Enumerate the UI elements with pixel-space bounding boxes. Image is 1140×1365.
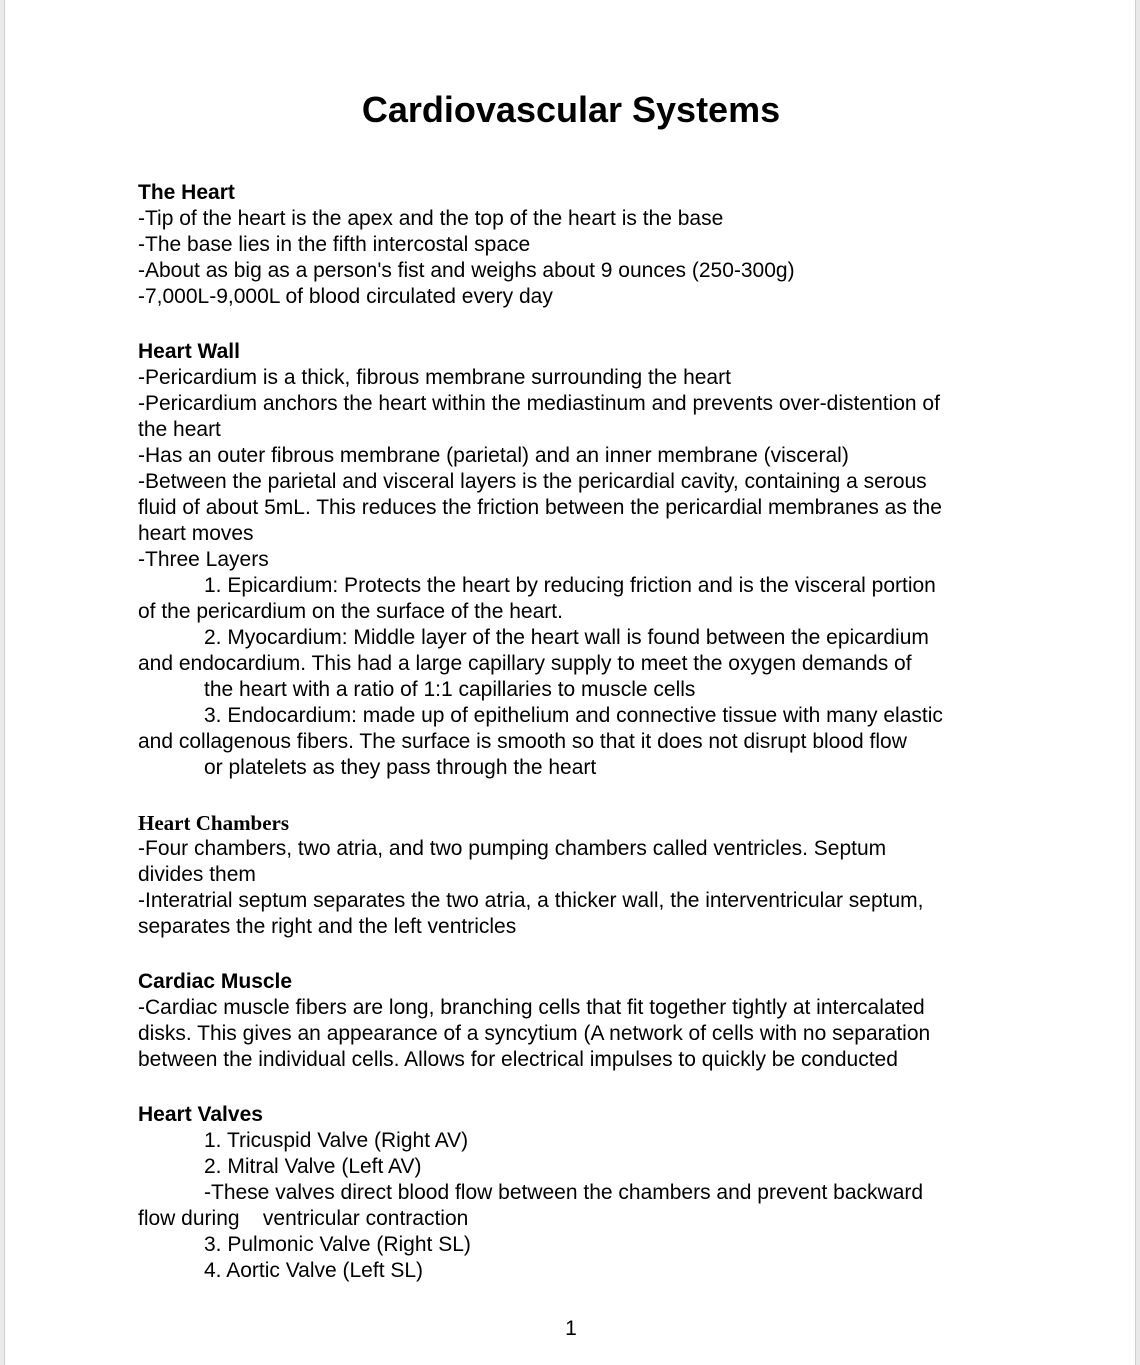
section-heading: Heart Chambers (138, 811, 290, 835)
text-line: and collagenous fibers. The surface is smooth so that it does not disrupt blood flow (138, 730, 907, 753)
section-the-heart (138, 180, 1018, 310)
text-line: -These valves direct blood flow between the chambers and prevent backward (204, 1181, 924, 1204)
text-line: flow during ventricular contraction (138, 1207, 469, 1230)
text-line: -Cardiac muscle fibers are long, branching cells that fit together tightly at intercalated (138, 996, 925, 1019)
text-line: -The base lies in the fifth intercostal space (138, 233, 531, 256)
section-heading: Heart Wall (138, 340, 240, 363)
list-item: 4. Aortic Valve (Left SL) (204, 1259, 424, 1282)
text-line: -Tip of the heart is the apex and the top of the heart is the base (138, 207, 724, 230)
section-heading: The Heart (138, 181, 235, 204)
list-item: 3. Endocardium: made up of epithelium and connective tissue with many elastic (204, 704, 943, 727)
text-line: of the pericardium on the surface of the heart. (138, 600, 563, 623)
section-heading: Heart Valves (138, 1103, 263, 1126)
text-line: divides them (138, 863, 256, 886)
list-item: 3. Pulmonic Valve (Right SL) (204, 1233, 471, 1256)
document-body (5, 0, 1135, 1365)
text-line: -Three Layers (138, 548, 269, 571)
text-line: between the individual cells. Allows for electrical impulses to quickly be conducted (138, 1048, 898, 1071)
text-line: -Four chambers, two atria, and two pumping chambers called ventricles. Septum (138, 837, 887, 860)
text-line: fluid of about 5mL. This reduces the friction between the pericardial membranes as the (138, 496, 942, 519)
document-content (138, 180, 1018, 1313)
text-line: disks. This gives an appearance of a syncytium (A network of cells with no separation (138, 1022, 931, 1045)
section-cardiac-muscle (138, 969, 1018, 1073)
text-line: or platelets as they pass through the heart (204, 756, 597, 779)
text-line: -Has an outer fibrous membrane (parietal) and an inner membrane (visceral) (138, 444, 849, 467)
section-heart-chambers (138, 810, 1018, 940)
text-line: -Interatrial septum separates the two atria, a thicker wall, the interventricular septum, (138, 889, 924, 912)
text-line: and endocardium. This had a large capillary supply to meet the oxygen demands of (138, 652, 912, 675)
text-line: -About as big as a person's fist and weighs about 9 ounces (250-300g) (138, 259, 795, 282)
section-heart-wall (138, 339, 1018, 781)
text-line: -Pericardium is a thick, fibrous membrane surrounding the heart (138, 366, 731, 389)
text-line: heart moves (138, 522, 254, 545)
section-heading: Cardiac Muscle (138, 970, 293, 993)
document-title: Cardiovascular Systems (361, 89, 781, 130)
text-line: -Between the parietal and visceral layers is the pericardial cavity, containing a serous (138, 470, 927, 493)
page-number: 1 (565, 1317, 577, 1340)
list-item: 2. Myocardium: Middle layer of the heart wall is found between the epicardium (204, 626, 929, 649)
list-item: 1. Tricuspid Valve (Right AV) (204, 1129, 469, 1152)
text-line: separates the right and the left ventricles (138, 915, 517, 938)
document-page (4, 0, 1136, 1365)
text-line: the heart with a ratio of 1:1 capillaries to muscle cells (204, 678, 696, 701)
text-line: -7,000L-9,000L of blood circulated every day (138, 285, 553, 308)
list-item: 1. Epicardium: Protects the heart by reducing friction and is the visceral portion (204, 574, 936, 597)
text-line: -Pericardium anchors the heart within the mediastinum and prevents over-distention of (138, 392, 940, 415)
list-item: 2. Mitral Valve (Left AV) (204, 1155, 422, 1178)
section-heart-valves (138, 1102, 1018, 1284)
text-line: the heart (138, 418, 221, 441)
